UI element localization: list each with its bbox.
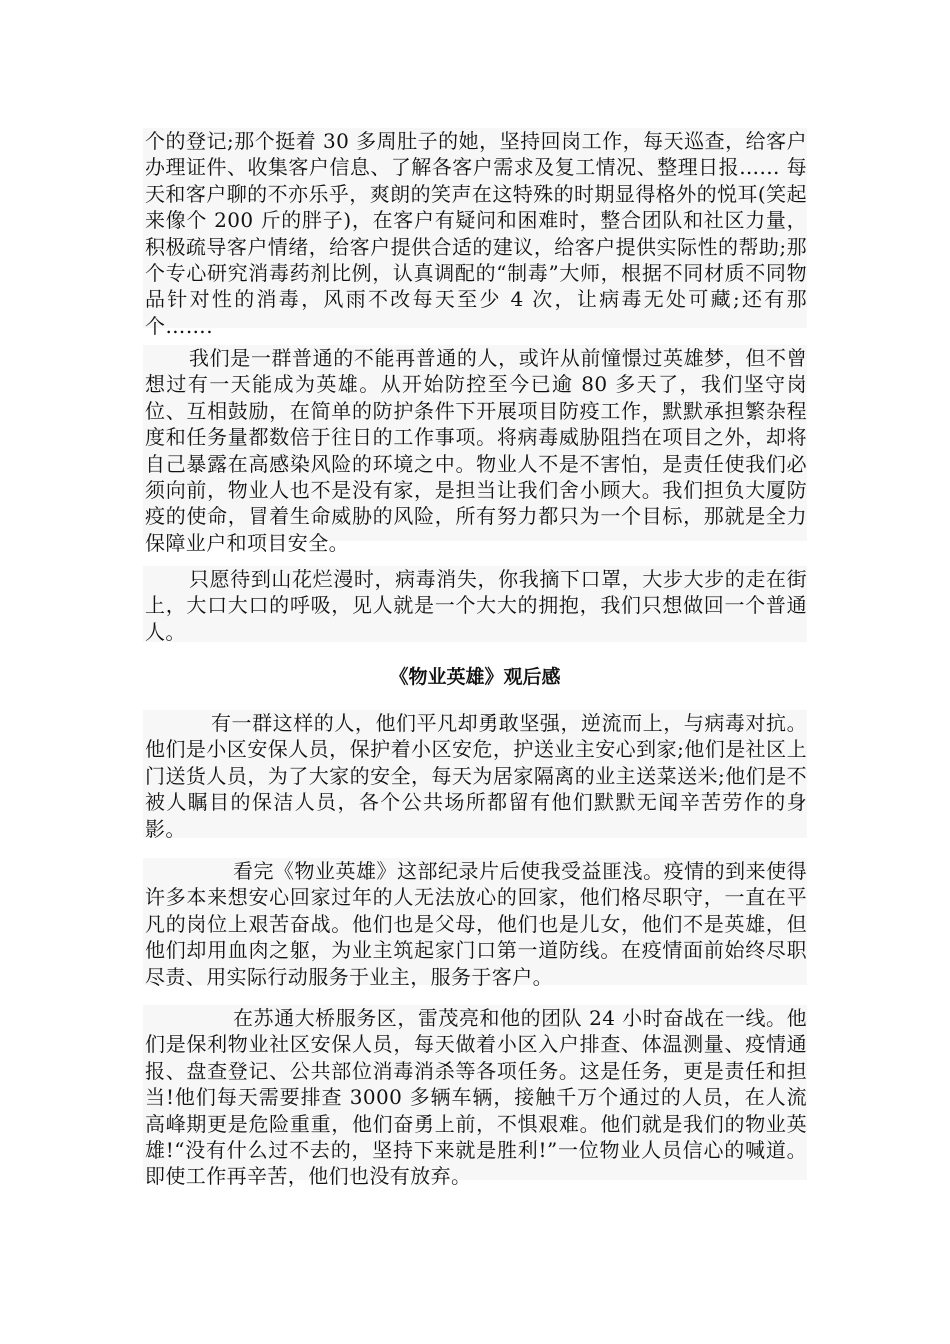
- paragraph-group-of-people: [143, 710, 807, 841]
- paragraph-wish: [143, 566, 807, 642]
- paragraph-text: 只愿待到山花烂漫时，病毒消失，你我摘下口罩，大步大步的走在街上，大口大口的呼吸，见人就是一个大大的拥抱，我们只想做回一个普通人。: [145, 567, 807, 644]
- paragraph-documentary-reflection: [143, 858, 807, 989]
- section-heading: 《物业英雄》观后感: [389, 666, 561, 688]
- paragraph-ordinary-people: [143, 345, 807, 555]
- paragraph-text: 在苏通大桥服务区，雷茂亮和他的团队 24 小时奋战在一线。他们是保利物业社区安保人员，每天做着小区入户排查、体温测量、疫情通报、盘查登记、公共部位消毒消杀等各项任务。这是任务，更是责任和担当!他们每天需要排查 3000 多辆车辆，接触千万个通过的人员，在人流高峰期更是危险重重，他们奋勇上前，不惧艰难。他们就是我们的物业英雄!“没有什么过不去的，坚持下来就是胜利!”一位物业人员信心的喊道。即使工作再辛苦，他们也没有放弃。: [145, 1006, 807, 1189]
- paragraph-staff-stories: [143, 128, 807, 338]
- paragraph-sutong-bridge: [143, 1005, 807, 1189]
- paragraph-text: 我们是一群普通的不能再普通的人，或许从前憧憬过英雄梦，但不曾想过有一天能成为英雄。从开始防控至今已逾 80 多天了，我们坚守岗位、互相鼓励，在简单的防护条件下开展项目防疫工作，默默承担繁杂程度和任务量都数倍于往日的工作事项。将病毒威胁阻挡在项目之外，却将自己暴露在高感染风险的环境之中。物业人不是不害怕，是责任使我们必须向前，物业人也不是没有家，是担当让我们舍小顾大。我们担负大厦防疫的使命，冒着生命威胁的风险，所有努力都只为一个目标，那就是全力保障业户和项目安全。: [145, 346, 807, 555]
- paragraph-text: 有一群这样的人，他们平凡却勇敢坚强，逆流而上，与病毒对抗。他们是小区安保人员，保护着小区安危，护送业主安心到家;他们是社区上门送货人员，为了大家的安全，每天为居家隔离的业主送菜送米;他们是不被人瞩目的保洁人员，各个公共场所都留有他们默默无闻辛苦劳作的身影。: [145, 711, 807, 841]
- paragraph-text: 看完《物业英雄》这部纪录片后使我受益匪浅。疫情的到来使得许多本来想安心回家过年的人无法放心的回家，他们格尽职守，一直在平凡的岗位上艰苦奋战。他们也是父母，他们也是儿女，他们不是英雄，但他们却用血肉之躯，为业主筑起家门口第一道防线。在疫情面前始终尽职尽责、用实际行动服务于业主，服务于客户。: [145, 859, 807, 989]
- paragraph-text: 个的登记;那个挺着 30 多周肚子的她，坚持回岗工作，每天巡查，给客户办理证件、收集客户信息、了解各客户需求及复工情况、整理日报…... 每天和客户聊的不亦乐乎，爽朗的笑声在这特殊的时期显得格外的悦耳(笑起来像个 200 斤的胖子)，在客户有疑问和困难时，整合团队和社区力量，积极疏导客户情绪，给客户提供合适的建议，给客户提供实际性的帮助;那个专心研究消毒药剂比例，认真调配的“制毒”大师，根据不同材质不同物品针对性的消毒，风雨不改每天至少 4 次，让病毒无处可藏;还有那个…….: [145, 129, 807, 338]
